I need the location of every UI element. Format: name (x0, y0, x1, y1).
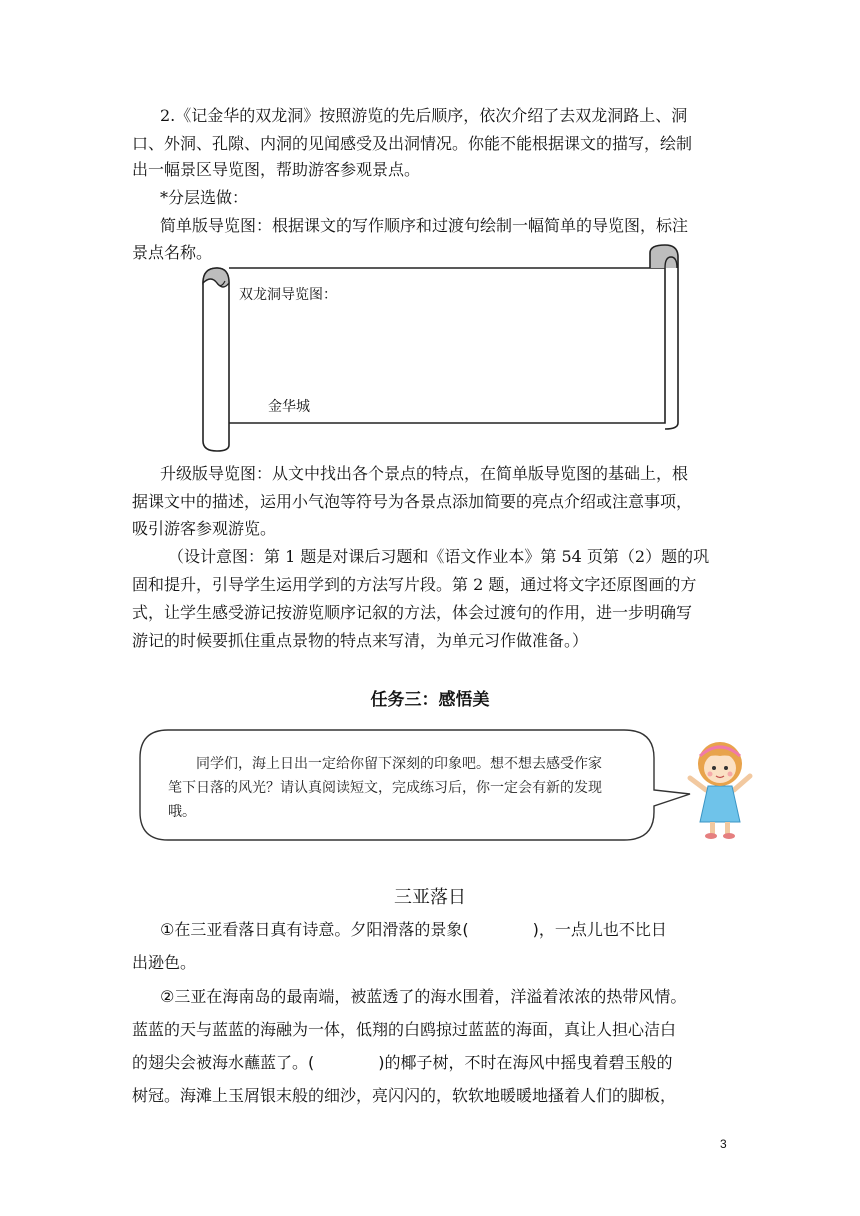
page-number: 3 (720, 1137, 727, 1151)
article-p1-line-1: ①在三亚看落日真有诗意。夕阳滑落的景象( )，一点儿也不比日 (160, 920, 667, 939)
bubble-line-1: 同学们，海上日出一定给你留下深刻的印象吧。想不想去感受作家 (196, 756, 602, 772)
article-title: 三亚落日 (394, 887, 466, 908)
scroll-start-point: 金华城 (268, 399, 310, 415)
layer-choice-label: *分层选做： (160, 188, 249, 207)
bubble-line-3: 哦。 (168, 804, 196, 820)
design-intent-line-2: 固和提升，引导学生运用学到的方法写片段。第 2 题，通过将文字还原图画的方 (132, 575, 697, 594)
q2-line-2: 口、外洞、孔隙、内洞的见闻感受及出洞情况。你能不能根据课文的描写，绘制 (132, 134, 693, 153)
article-p2-line-1: ②三亚在海南岛的最南端，被蓝透了的海水围着，洋溢着浓浓的热带风情。 (160, 987, 687, 1006)
cartoon-girl-icon (684, 730, 756, 842)
design-intent-line-4: 游记的时候要抓住重点景物的特点来写清，为单元习作做准备。） (132, 631, 589, 650)
design-intent-line-1: （设计意图：第 1 题是对课后习题和《语文作业本》第 54 页第（2）题的巩 (168, 547, 710, 566)
simple-version-line-2: 景点名称。 (132, 243, 213, 262)
scroll-frame (195, 243, 685, 453)
advanced-version-line-1: 升级版导览图：从文中找出各个景点的特点，在简单版导览图的基础上，根 (160, 464, 689, 483)
article-p1-line-2: 出逊色。 (132, 953, 197, 972)
article-p2-line-2: 蓝蓝的天与蓝蓝的海融为一体，低翔的白鸥掠过蓝蓝的海面，真让人担心洁白 (132, 1020, 677, 1039)
design-intent-line-3: 式，让学生感受游记按游览顺序记叙的方法，体会过渡句的作用，进一步明确写 (132, 603, 693, 622)
scroll-title: 双龙洞导览图： (239, 287, 337, 303)
task3-heading: 任务三：感悟美 (370, 690, 490, 710)
q2-line-3: 出一幅景区导览图，帮助游客参观景点。 (132, 160, 421, 179)
advanced-version-line-3: 吸引游客参观游览。 (132, 519, 277, 538)
article-p2-line-4: 树冠。海滩上玉屑银末般的细沙，亮闪闪的，软软地暖暖地搔着人们的脚板， (132, 1086, 677, 1105)
bubble-line-2: 笔下日落的风光？请认真阅读短文，完成练习后，你一定会有新的发现 (168, 780, 602, 796)
article-p2-line-3: 的翅尖会被海水蘸蓝了。( )的椰子树，不时在海风中摇曳着碧玉般的 (132, 1053, 673, 1072)
q2-line-1: 2.《记金华的双龙洞》按照游览的先后顺序，依次介绍了去双龙洞路上、洞 (160, 106, 688, 125)
advanced-version-line-2: 据课文中的描述，运用小气泡等符号为各景点添加简要的亮点介绍或注意事项， (132, 492, 693, 511)
bubble-text (168, 752, 654, 824)
simple-version-line-1: 简单版导览图：根据课文的写作顺序和过渡句绘制一幅简单的导览图，标注 (160, 216, 689, 235)
